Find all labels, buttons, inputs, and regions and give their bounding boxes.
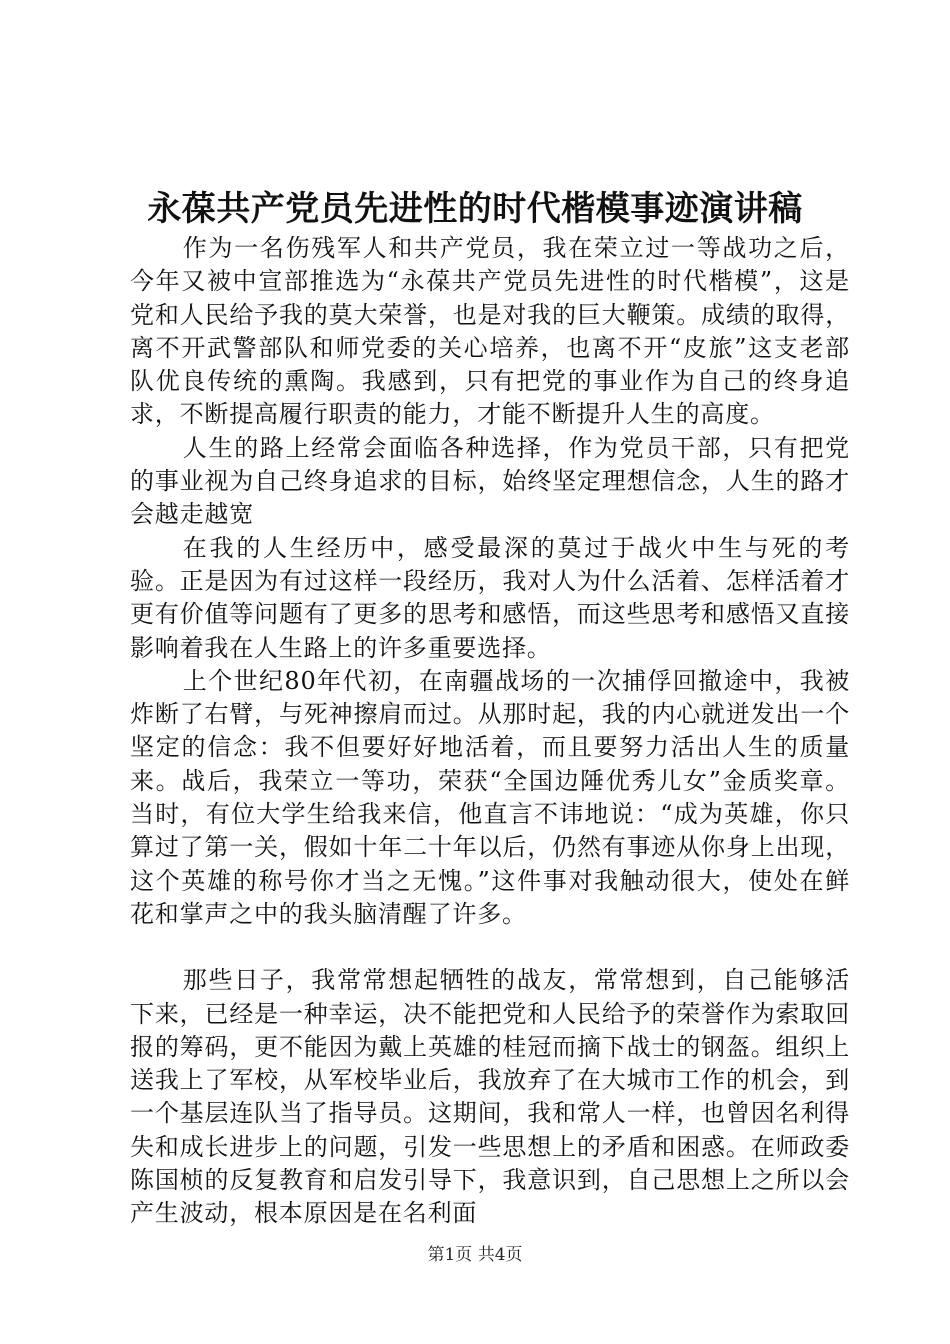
- paragraph-4: 上个世纪80年代初，在南疆战场的一次捕俘回撤途中，我被炸断了右臂，与死神擦肩而过。从那时起，我的内心就迸发出一个坚定的信念：我不但要好好地活着，而且要努力活出人生的质量来。战后，我荣立一等功，荣获“全国边陲优秀儿女”金质奖章。当时，有位大学生给我来信，他直言不讳地说：“成为英雄，你只算过了第一关，假如十年二十年以后，仍然有事迹从你身上出现，这个英雄的称号你才当之无愧。”这件事对我触动很大，使处在鲜花和掌声之中的我头脑清醒了许多。: [130, 666, 850, 928]
- paragraph-3: 在我的人生经历中，感受最深的莫过于战火中生与死的考验。正是因为有过这样一段经历，我对人为什么活着、怎样活着才更有价值等问题有了更多的思考和感悟，而这些思考和感悟又直接影响着我在人生路上的许多重要选择。: [130, 533, 850, 662]
- paragraph-1: 作为一名伤残军人和共产党员，我在荣立过一等战功之后，今年又被中宣部推选为“永葆共产党员先进性的时代楷模”，这是党和人民给予我的莫大荣誉，也是对我的巨大鞭策。成绩的取得，离不开武警部队和师党委的关心培养，也离不开“皮旅”这支老部队优良传统的熏陶。我感到，只有把党的事业作为自己的终身追求，不断提高履行职责的能力，才能不断提升人生的高度。: [130, 234, 850, 429]
- document-body: [130, 232, 850, 1231]
- page-number-footer: 第1页 共4页: [427, 1245, 523, 1265]
- paragraph-5: 那些日子，我常常想起牺牲的战友，常常想到，自己能够活下来，已经是一种幸运，决不能把党和人民给予的荣誉作为索取回报的筹码，更不能因为戴上英雄的桂冠而摘下战士的钢盔。组织上送我上了军校，从军校毕业后，我放弃了在大城市工作的机会，到一个基层连队当了指导员。这期间，我和常人一样，也曾因名利得失和成长进步上的问题，引发一些思想上的矛盾和困惑。在师政委陈国桢的反复教育和启发引导下，我意识到，自己思想上之所以会产生波动，根本原因是在名利面: [130, 966, 850, 1228]
- document-title: 永葆共产党员先进性的时代楷模事迹演讲稿: [147, 189, 803, 229]
- paragraph-2: 人生的路上经常会面临各种选择，作为党员干部，只有把党的事业视为自己终身追求的目标，始终坚定理想信念，人生的路才会越走越宽: [130, 433, 850, 529]
